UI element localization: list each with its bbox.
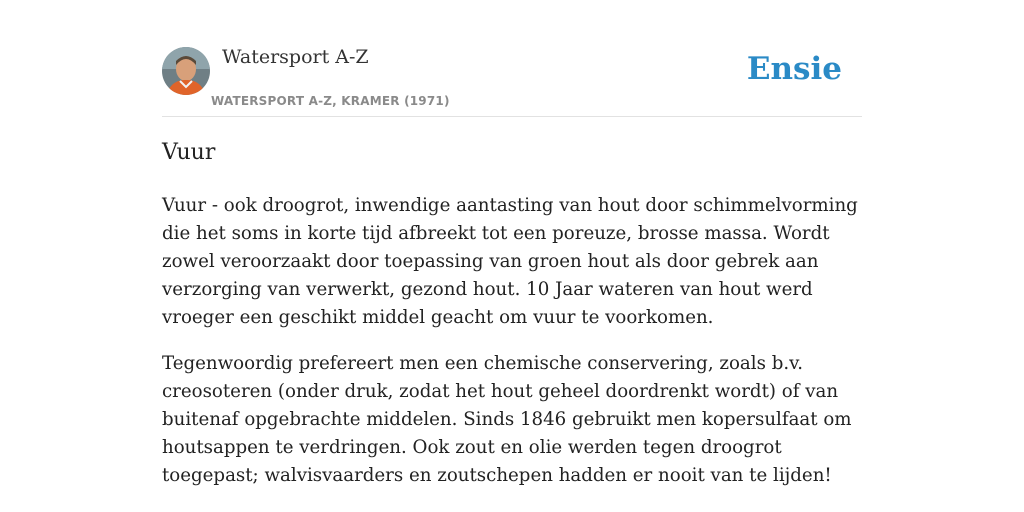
- entry-paragraph-1: Vuur - ook droogrot, inwendige aantasting van hout door schimmelvorming die het soms in korte tijd afbreekt tot een poreuze, brosse massa. Wordt zowel veroorzaakt door toepassing van groen hout als door gebrek aan verzorging van verwerkt, gezond hout. 10 Jaar wateren van hout werd vroeger een geschikt middel geacht om vuur te voorkomen.: [162, 195, 858, 328]
- entry-content: [162, 192, 862, 508]
- author-name[interactable]: Watersport A-Z: [222, 46, 369, 68]
- entry-paragraph-2: Tegenwoordig prefereert men een chemische conservering, zoals b.v. creosoteren (onder druk, zodat het hout geheel doordrenkt wordt) of van buitenaf opgebrachte middelen. Sinds 1846 gebruikt men kopersulfaat om houtsappen te verdringen. Ook zout en olie werden tegen droogrot toegepast; walvisvaarders en zoutschepen hadden er nooit van te lijden!: [162, 353, 852, 486]
- entry-page: [162, 0, 862, 486]
- author-avatar[interactable]: [162, 47, 210, 95]
- source-label: WATERSPORT A-Z, KRAMER (1971): [211, 94, 450, 108]
- entry-title: Vuur: [162, 140, 216, 165]
- entry-header: [162, 0, 862, 117]
- ensie-logo[interactable]: Ensie: [746, 51, 842, 87]
